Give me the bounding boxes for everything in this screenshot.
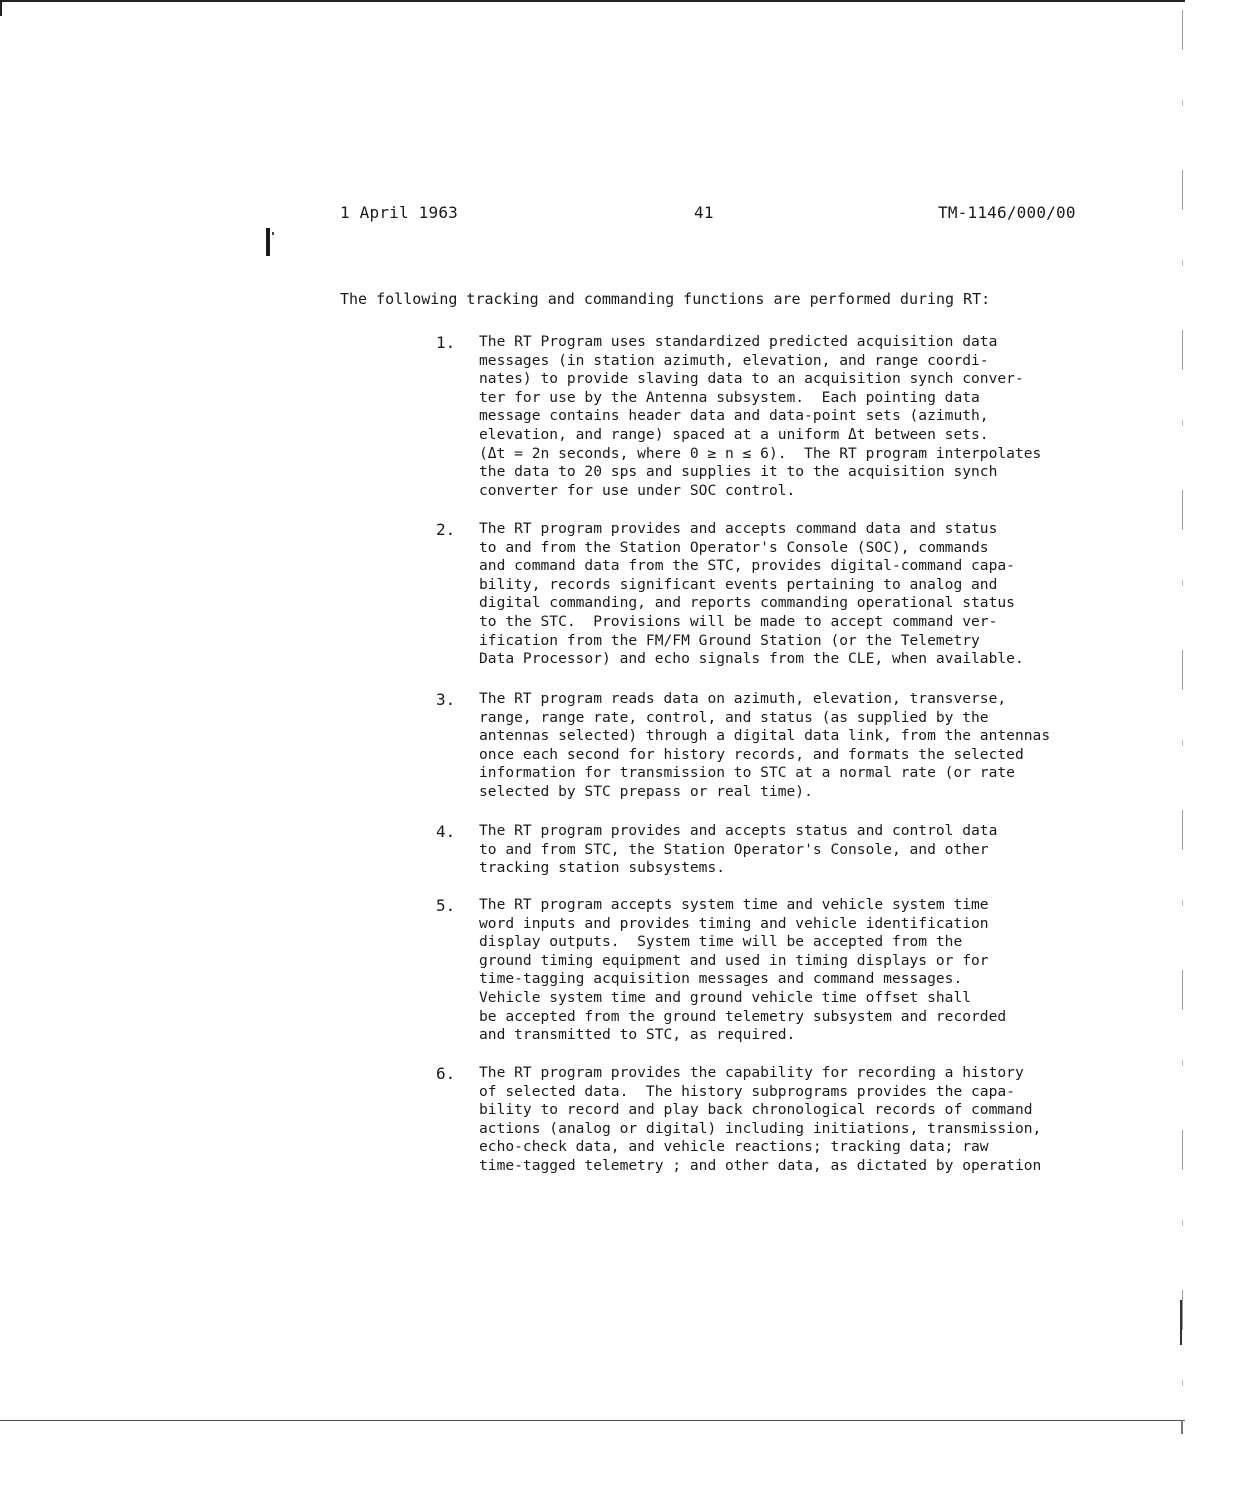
scan-edge-top	[0, 0, 1185, 2]
scan-edge-bottom	[0, 1420, 1185, 1421]
scan-corner-mark	[1181, 1420, 1183, 1434]
item-number: 2.	[436, 520, 456, 539]
scan-mark-right	[1180, 1300, 1182, 1345]
item-text: The RT program reads data on azimuth, elevation, transverse, range, range rate, control, and status (as supplied by the antennas selected) through a digital data link, from the antennas once each second for history records, and formats the selected information for transmission to STC at a normal rate (or rate selected by STC prepass or real time).	[479, 690, 1051, 800]
document-id: TM-1146/000/00	[938, 203, 1076, 222]
page-number: 41	[694, 203, 714, 222]
margin-mark	[266, 228, 270, 256]
item-text: The RT program accepts system time and vehicle system time word inputs and provides timing and vehicle identification display outputs. System time will be accepted from the ground timing equipment and used in timing displays or for time-tagging acquisition messages and command messages. Vehicle system time and ground vehicle time offset shall be accepted from the ground telemetry subsystem and recorded and transmitted to STC, as required.	[479, 896, 1007, 1044]
item-text: The RT program provides and accepts status and control data to and from STC, the Station Operator's Console, and other tracking station subsystems.	[479, 822, 998, 877]
item-text: The RT Program uses standardized predicted acquisition data messages (in station azimuth, elevation, and range coordi- nates) to provide slaving data to an acquisition synch conver- ter for use by the Antenna subsystem. Each pointing data message contains header data and data-point sets (azimuth, elevation, and range) spaced at a uniform Δt between sets. (Δt = 2n seconds, where 0 ≥ n ≤ 6). The RT program interpolates the data to 20 sps and supplies it to the acquisition synch converter for use under SOC control.	[479, 333, 1042, 499]
item-text: The RT program provides and accepts command data and status to and from the Station Operator's Console (SOC), commands and command data from the STC, provides digital-command capa- bility, records significant events pertaining to analog and digital commanding, and reports commanding operational status to the STC. Provisions will be made to accept command ver- ification from the FM/FM Ground Station (or the Telemetry Data Processor) and echo signals from the CLE, when available.	[479, 520, 1024, 668]
item-number: 4.	[436, 822, 456, 841]
header-date: 1 April 1963	[340, 203, 458, 222]
item-number: 3.	[436, 690, 456, 709]
intro-paragraph: The following tracking and commanding functions are performed during RT:	[340, 290, 991, 308]
scan-edge-right	[1182, 10, 1183, 1410]
item-number: 6.	[436, 1064, 456, 1083]
item-text: The RT program provides the capability for recording a history of selected data. The history subprograms provides the capa- bility to record and play back chronological records of command actions (analog or digital) including initiations, transmission, echo-check data, and vehicle reactions; tracking data; raw time-tagged telemetry ; and other data, as dictated by operation	[479, 1064, 1042, 1174]
item-number: 5.	[436, 896, 456, 915]
scan-edge-left	[0, 0, 2, 16]
item-number: 1.	[436, 333, 456, 352]
